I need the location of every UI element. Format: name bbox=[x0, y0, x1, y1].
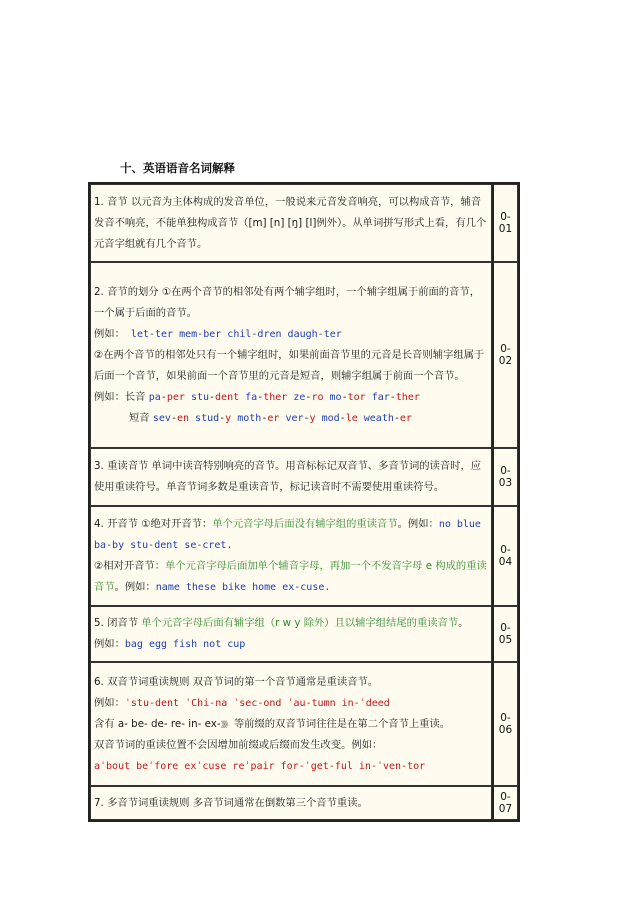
phonetics-terms-table bbox=[88, 182, 520, 822]
row-text: 含有 a- be- de- re- in- ex-》》》 等前缀的双音节词往往是在第二个音节上重读。 bbox=[94, 717, 451, 730]
row-text: 双音节词的重读位置不会因增加前缀或后缀而发生改变。例如： bbox=[94, 738, 383, 751]
row-code: 0-01 bbox=[492, 184, 518, 262]
example-words: pa-per stu-dent fa-ther ze-ro mo-tor far-ther bbox=[148, 391, 420, 403]
table-row bbox=[90, 506, 518, 606]
row-text: 1. 音节 以元音为主体构成的发音单位，一般说来元音发音响亮，可以构成音节，辅音发音不响亮，不能单独构成音节（[m] [n] [ŋ] [l]例外）。从单词拼写形式上看，有几个元音字组就有几个音节。 bbox=[94, 195, 487, 250]
row-content bbox=[90, 184, 492, 262]
table-row bbox=[90, 448, 518, 506]
example-line: 例如：bag egg fish not cup bbox=[94, 638, 246, 650]
section-heading: 十、英语语音名词解释 bbox=[120, 161, 235, 175]
example-line: 例如：ˈstu-dent ˈChi-na ˈsec-ond ˈau-tumn in-ˈdeed bbox=[94, 696, 390, 709]
example-line bbox=[94, 387, 488, 408]
example-words: let-ter mem-ber chil-dren daugh-ter bbox=[130, 328, 342, 340]
row-text: 3. 重读音节 单词中读音特别响亮的音节。用音标标记双音节、多音节词的读音时，应使用重读符号。单音节词多数是重读音节，标记读音时不需要使用重读符号。 bbox=[94, 460, 482, 493]
row-text: 7. 多音节词重读规则 多音节词通常在倒数第三个音节重读。 bbox=[94, 796, 368, 809]
row-content bbox=[90, 506, 492, 606]
row-text: 6. 双音节词重读规则 双音节词的第一个音节通常是重读音节。 bbox=[94, 675, 379, 688]
example-line bbox=[94, 324, 488, 345]
row-content bbox=[90, 262, 492, 448]
example-label: 例如：长音 bbox=[94, 390, 146, 403]
row-content bbox=[90, 448, 492, 506]
row-code: 0-04 bbox=[492, 506, 518, 606]
example-label: 例如： bbox=[94, 327, 125, 340]
arrow-icon: 》》》 bbox=[220, 719, 231, 729]
row-code: 0-06 bbox=[492, 662, 518, 786]
row-content bbox=[90, 662, 492, 786]
example-words: sev-en stud-y moth-er ver-y mod-le weath-er bbox=[152, 412, 412, 424]
row-code: 0-07 bbox=[492, 786, 518, 820]
row-text: 4. 开音节 ①绝对开音节：单个元音字母后面没有辅字组的重读音节。例如：no blue bbox=[94, 518, 481, 530]
table-row bbox=[90, 786, 518, 820]
table-row bbox=[90, 606, 518, 662]
example-words: ba-by stu-dent se-cret. bbox=[94, 540, 233, 551]
example-label: 短音 bbox=[129, 411, 150, 424]
row-content bbox=[90, 786, 492, 820]
table-row bbox=[90, 662, 518, 786]
row-code: 0-05 bbox=[492, 606, 518, 662]
row-text: 2. 音节的划分 ①在两个音节的相邻处有两个辅字组时，一个辅字组属于前面的音节，一个属于后面的音节。 bbox=[94, 285, 480, 319]
row-content bbox=[90, 606, 492, 662]
row-code: 0-03 bbox=[492, 448, 518, 506]
row-code: 0-02 bbox=[492, 262, 518, 448]
table-row bbox=[90, 262, 518, 448]
table-row bbox=[90, 184, 518, 262]
row-text: 5. 闭音节 单个元音字母后面有辅字组（r w y 除外）且以辅字组结尾的重读音节。 bbox=[94, 617, 469, 629]
row-text: ②在两个音节的相邻处只有一个辅字组时，如果前面音节里的元音是长音则辅字组属于后面一个音节，如果前面一个音节里的元音是短音，则辅字组属于前面一个音节。 bbox=[94, 348, 485, 382]
example-words: aˈbout beˈfore exˈcuse reˈpair for-ˈget-ful in-ˈven-tor bbox=[94, 760, 426, 772]
row-text: ②相对开音节：单个元音字母后面加单个辅音字母，再加一个不发音字母 e 构成的重读音节。例如：name these bike home ex-cuse. bbox=[94, 560, 487, 593]
example-line bbox=[94, 408, 488, 429]
